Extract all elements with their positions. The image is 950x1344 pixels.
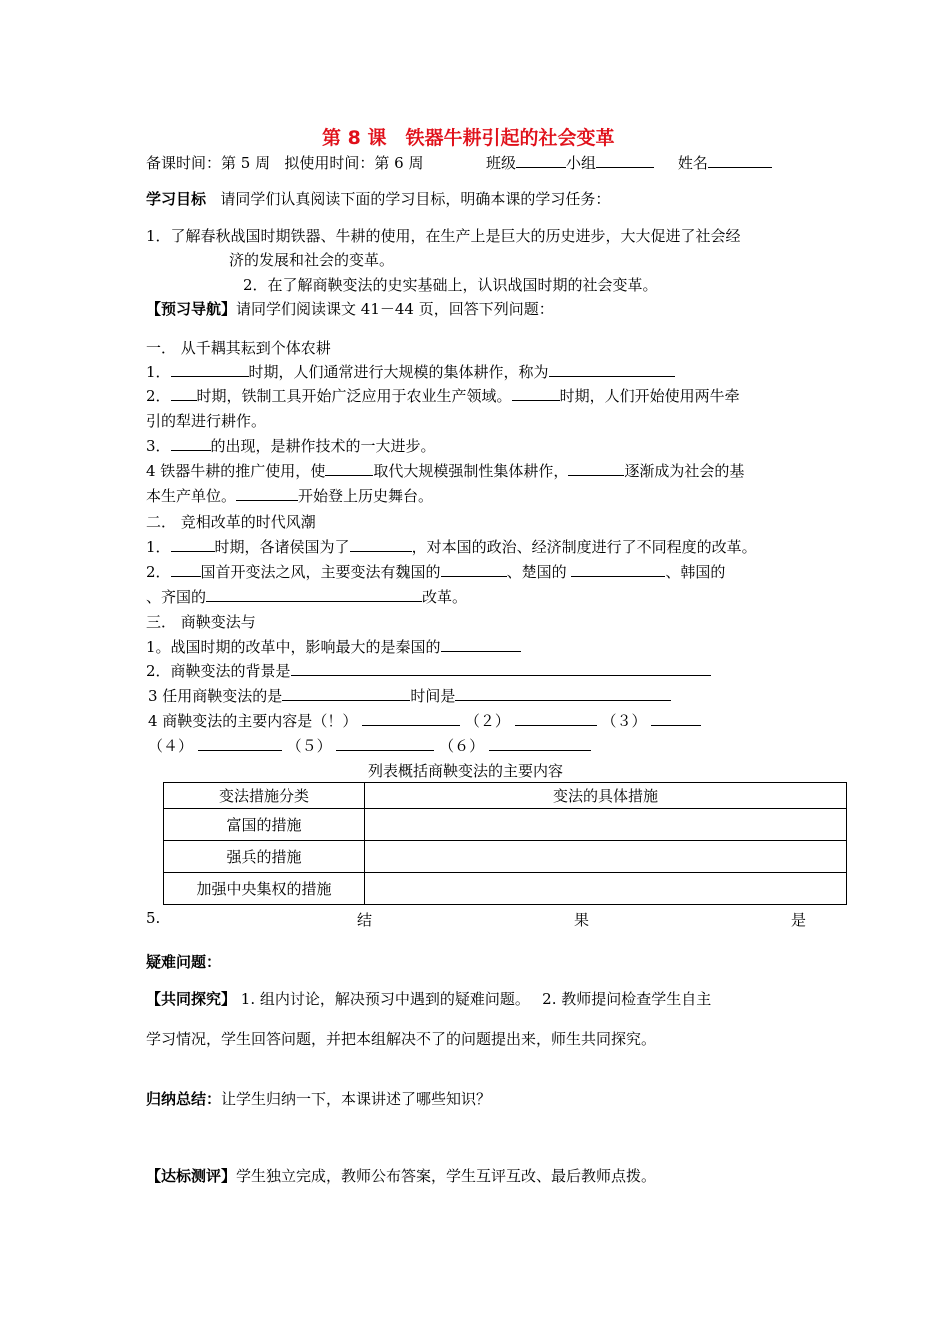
- blank[interactable]: [441, 636, 521, 652]
- summary-line: [146, 1088, 491, 1109]
- goals-line: [146, 188, 610, 209]
- blank[interactable]: [512, 385, 560, 401]
- blank[interactable]: [336, 735, 434, 751]
- page-title: 第 8 课 铁器牛耕引起的社会变革: [322, 127, 615, 149]
- s1-q2: 2． 时期，铁制工具开始广泛应用于农业生产领域。 时期，人们开始使用两牛牵: [146, 387, 740, 405]
- blank[interactable]: [171, 361, 249, 377]
- meta-line: [146, 152, 424, 173]
- s1-q4-cont: 本生产单位。 开始登上历史舞台。: [146, 487, 434, 505]
- assess-heading: 【达标测评】: [146, 1167, 237, 1185]
- difficult-heading: 疑难问题：: [146, 953, 222, 971]
- blank[interactable]: [291, 660, 711, 676]
- table-row: [164, 873, 847, 905]
- group-label: 小组: [566, 154, 597, 172]
- section1-heading: 一． 从千耦其耘到个体农耕: [146, 339, 331, 357]
- blank[interactable]: [571, 561, 665, 577]
- blank[interactable]: [515, 710, 597, 726]
- s3-q4: 4 商鞅变法的主要内容是（！） （２） （３）: [148, 710, 701, 731]
- blank[interactable]: [282, 685, 410, 701]
- name-blank[interactable]: [708, 152, 772, 168]
- explore-line: [146, 988, 711, 1009]
- table-cell-empty[interactable]: [365, 809, 847, 841]
- preview-heading: 【预习导航】: [146, 300, 237, 318]
- prep-time: 备课时间：第 5 周: [146, 154, 271, 172]
- s3-q3: 3 任用商鞅变法的是 时间是: [148, 685, 671, 706]
- table-cell-empty[interactable]: [365, 841, 847, 873]
- blank[interactable]: [171, 385, 197, 401]
- summary-heading: 归纳总结：: [146, 1090, 222, 1108]
- table-header-row: [164, 783, 847, 809]
- class-blank[interactable]: [516, 152, 566, 168]
- blank[interactable]: [325, 460, 373, 476]
- table-cell: 加强中央集权的措施: [164, 873, 365, 905]
- summary-text: 让学生归纳一下，本课讲述了哪些知识？: [221, 1090, 492, 1108]
- s1-q2-cont: 引的犁进行耕作。: [146, 412, 267, 430]
- s1-q4: 4 铁器牛耕的推广使用，使 取代大规模强制性集体耕作， 逐渐成为社会的基: [146, 462, 745, 480]
- assess-text: 学生独立完成，教师公布答案，学生互评互改、最后教师点拨。: [236, 1167, 657, 1185]
- assess-line: [146, 1165, 656, 1186]
- blank[interactable]: [171, 435, 211, 451]
- table-cell: 富国的措施: [164, 809, 365, 841]
- table-cell: 强兵的措施: [164, 841, 365, 873]
- group-blank[interactable]: [596, 152, 654, 168]
- result-word: 是: [791, 911, 807, 929]
- table-row: [164, 841, 847, 873]
- blank[interactable]: [362, 710, 460, 726]
- preview-line: [146, 298, 554, 319]
- blank[interactable]: [171, 536, 215, 552]
- table-header-cell: 变法措施分类: [164, 783, 365, 809]
- reform-table: [163, 782, 847, 905]
- blank[interactable]: [549, 361, 675, 377]
- s2-q2: 2． 国首开变法之风，主要变法有魏国的 、楚国的 、韩国的: [146, 563, 726, 581]
- blank[interactable]: [206, 586, 422, 602]
- goal-item-2: 2．在了解商鞅变法的史实基础上，认识战国时期的社会变革。: [243, 276, 658, 294]
- s1-q3: 3． 的出现，是耕作技术的一大进步。: [146, 437, 436, 455]
- s3-q2: 2．商鞅变法的背景是: [146, 660, 711, 681]
- result-word: 果: [574, 911, 590, 929]
- blank[interactable]: [441, 561, 507, 577]
- section3-heading: 三． 商鞅变法与: [146, 613, 256, 631]
- blank[interactable]: [198, 735, 282, 751]
- explore-text: 1. 组内讨论，解决预习中遇到的疑难问题。 2. 教师提问检查学生自主: [240, 990, 712, 1008]
- s1-q1: 1． 时期，人们通常进行大规模的集体耕作，称为: [146, 361, 675, 382]
- table-row: [164, 809, 847, 841]
- s3-q4-cont: （４） （５） （６）: [148, 735, 591, 756]
- result-num: 5.: [146, 909, 161, 927]
- section2-heading: 二． 竞相改革的时代风潮: [146, 513, 316, 531]
- goals-intro: 请同学们认真阅读下面的学习目标，明确本课的学习任务：: [220, 190, 611, 208]
- s3-q1: 1。战国时期的改革中，影响最大的是秦国的: [146, 636, 521, 657]
- blank[interactable]: [350, 536, 412, 552]
- goals-heading: 学习目标: [146, 190, 207, 208]
- blank[interactable]: [568, 460, 624, 476]
- blank[interactable]: [171, 561, 201, 577]
- blank[interactable]: [489, 735, 591, 751]
- table-cell-empty[interactable]: [365, 873, 847, 905]
- use-time: 拟使用时间：第 6 周: [284, 154, 424, 172]
- class-label: 班级: [486, 154, 517, 172]
- blank[interactable]: [455, 685, 671, 701]
- s2-q2-cont: 、齐国的 改革。: [146, 588, 468, 606]
- explore-text-cont: 学习情况，学生回答问题，并把本组解决不了的问题提出来，师生共同探究。: [146, 1030, 657, 1048]
- s2-q1: 1． 时期，各诸侯国为了 ，对本国的政治、经济制度进行了不同程度的改革。: [146, 538, 757, 556]
- blank[interactable]: [236, 485, 298, 501]
- table-caption: 列表概括商鞅变法的主要内容: [368, 762, 564, 780]
- goal-item-1-cont: 济的发展和社会的变革。: [229, 251, 395, 269]
- meta-fields: [486, 152, 772, 173]
- explore-heading: 【共同探究】: [146, 990, 237, 1008]
- name-label: 姓名: [677, 154, 708, 172]
- goal-item-1: 1．了解春秋战国时期铁器、牛耕的使用，在生产上是巨大的历史进步，大大促进了社会经: [146, 227, 741, 245]
- blank[interactable]: [651, 710, 701, 726]
- table-header-cell: 变法的具体措施: [365, 783, 847, 809]
- preview-intro: 请同学们阅读课文 41－44 页，回答下列问题：: [236, 300, 554, 318]
- result-word: 结: [357, 911, 373, 929]
